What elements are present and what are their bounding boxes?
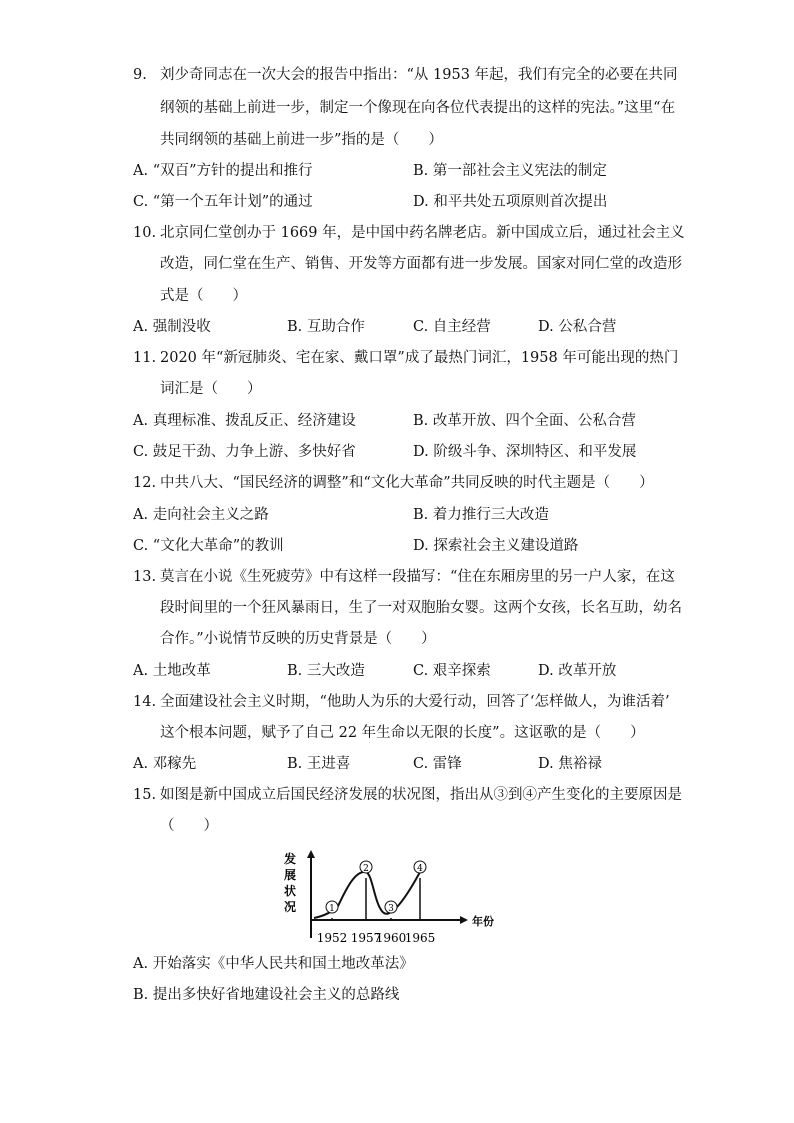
option-d: D. 改革开放 xyxy=(538,663,617,679)
data-point-label: 3 xyxy=(388,904,394,914)
option-b: B. 改革开放、四个全面、公私合营 xyxy=(413,413,636,429)
x-tick-label: 1965 xyxy=(404,931,436,945)
option-d: D. 焦裕禄 xyxy=(538,756,602,772)
option-c: C. “文化大革命”的教训 xyxy=(133,538,284,554)
question-stem-line: 式是（ ） xyxy=(160,288,247,304)
option-d: D. 探索社会主义建设道路 xyxy=(413,538,579,554)
question-stem-line: 纲领的基础上前进一步，制定一个像现在向各位代表提出的这样的宪法。”这里“在 xyxy=(160,100,676,116)
y-axis-title-char: 展 xyxy=(284,868,297,882)
question-stem-line: 改造，同仁堂在生产、销售、开发等方面都有进一步发展。国家对同仁堂的改造形 xyxy=(160,256,682,272)
option-c: C. 自主经营 xyxy=(413,319,491,335)
question-stem-line: （ ） xyxy=(160,818,218,834)
data-point-label: 4 xyxy=(417,864,423,874)
x-tick-label: 1952 xyxy=(316,931,348,945)
question-stem-line: 北京同仁堂创办于 1669 年，是中国中药名牌老店。新中国成立后，通过社会主义 xyxy=(160,225,685,241)
y-axis-title xyxy=(283,851,296,914)
option-b: B. 第一部社会主义宪法的制定 xyxy=(413,163,607,179)
option-b: B. 互助合作 xyxy=(287,319,365,335)
question-stem-line: 这个根本问题，赋予了自己 22 年生命以无限的长度”。这讴歌的是（ ） xyxy=(160,725,645,741)
option-a: A. “双百”方针的提出和推行 xyxy=(133,163,313,179)
option-c: C. 雷锋 xyxy=(413,756,462,772)
option-a: A. 走向社会主义之路 xyxy=(133,507,269,523)
question-stem-line: 刘少奇同志在一次大会的报告中指出：“从 1953 年起，我们有完全的必要在共同 xyxy=(160,67,678,83)
option-c: C. 艰辛探索 xyxy=(413,663,491,679)
option-a: A. 强制没收 xyxy=(133,319,211,335)
question-number: 10. xyxy=(133,225,157,241)
option-d: D. 阶级斗争、深圳特区、和平发展 xyxy=(413,444,637,460)
y-axis-arrow xyxy=(307,850,315,858)
option-a: A. 开始落实《中华人民共和国土地改革法》 xyxy=(133,956,414,972)
x-tick-label: 1960 xyxy=(375,931,407,945)
option-a: A. 邓稼先 xyxy=(133,756,197,772)
y-axis-title-char: 况 xyxy=(284,900,297,914)
option-a: A. 土地改革 xyxy=(133,663,211,679)
option-b: B. 三大改造 xyxy=(287,663,365,679)
question-stem-line: 合作。”小说情节反映的历史背景是（ ） xyxy=(160,631,436,647)
data-point-label: 1 xyxy=(329,904,335,914)
question-stem-line: 如图是新中国成立后国民经济发展的状况图，指出从③到④产生变化的主要原因是 xyxy=(160,787,682,803)
question-number: 11. xyxy=(133,350,157,366)
x-axis-title: 年份 xyxy=(472,915,494,928)
y-axis-title-char: 状 xyxy=(284,884,297,898)
data-point-label: 2 xyxy=(363,864,369,874)
x-tick-label: 1957 xyxy=(350,931,382,945)
option-b: B. 着力推行三大改造 xyxy=(413,507,549,523)
option-d: D. 和平共处五项原则首次提出 xyxy=(413,194,608,210)
economic-development-chart xyxy=(280,850,500,950)
option-a: A. 真理标准、拨乱反正、经济建设 xyxy=(133,413,356,429)
question-number: 14. xyxy=(133,694,157,710)
question-stem-line: 中共八大、“国民经济的调整”和“文化大革命”共同反映的时代主题是（ ） xyxy=(160,475,654,491)
question-stem-line: 莫言在小说《生死疲劳》中有这样一段描写：“住在东厢房里的另一户人家，在这 xyxy=(160,569,675,585)
question-stem-line: 2020 年“新冠肺炎、宅在家、戴口罩”成了最热门词汇，1958 年可能出现的热门 xyxy=(160,350,679,366)
option-d: D. 公私合营 xyxy=(538,319,617,335)
question-number: 15. xyxy=(133,787,157,803)
option-c: C. 鼓足干劲、力争上游、多快好省 xyxy=(133,444,356,460)
question-stem-line: 词汇是（ ） xyxy=(160,381,262,397)
question-number: 9. xyxy=(133,67,147,83)
option-b: B. 王进喜 xyxy=(287,756,351,772)
y-axis-title-char: 发 xyxy=(284,852,297,866)
option-c: C. “第一个五年计划”的通过 xyxy=(133,194,313,210)
question-stem-line: 共同纲领的基础上前进一步”指的是（ ） xyxy=(160,132,443,148)
question-stem-line: 全面建设社会主义时期，“他助人为乐的大爱行动，回答了‘怎样做人，为谁活着’ xyxy=(160,694,670,710)
option-b: B. 提出多快好省地建设社会主义的总路线 xyxy=(133,987,400,1003)
x-axis-arrow xyxy=(460,916,468,924)
question-number: 12. xyxy=(133,475,157,491)
question-stem-line: 段时间里的一个狂风暴雨日，生了一对双胞胎女婴。这两个女孩，长名互助，幼名 xyxy=(160,600,682,616)
question-number: 13. xyxy=(133,569,157,585)
